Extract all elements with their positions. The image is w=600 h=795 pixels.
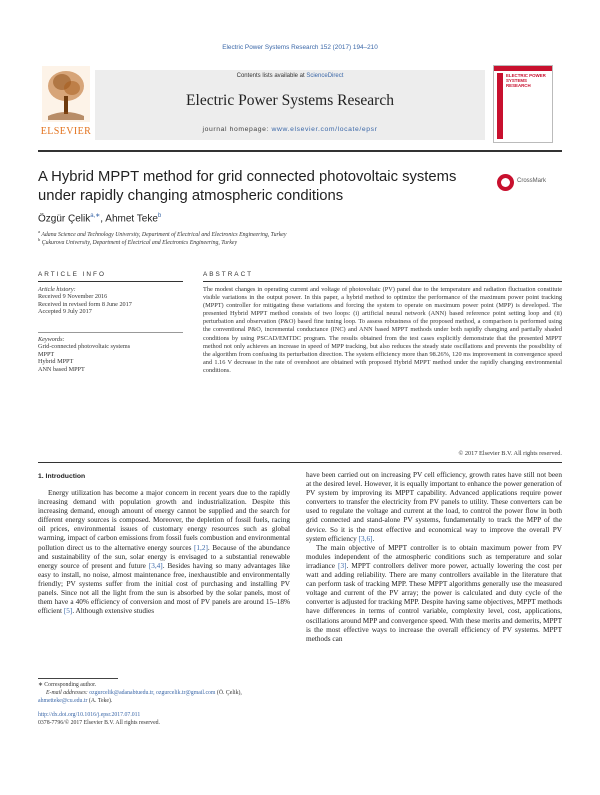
- author-2[interactable]: Ahmet Teke: [105, 213, 158, 225]
- email-link[interactable]: ozgurcelik@adanabtuedu.tr, ozgurcelik.tr@gmail.com: [89, 690, 216, 696]
- doi-link[interactable]: http://dx.doi.org/10.1016/j.epsr.2017.07.011: [38, 712, 141, 718]
- keywords-rule: [38, 332, 183, 333]
- homepage-prefix: journal homepage:: [202, 126, 272, 133]
- email-suffix: (Ö. Çelik),: [215, 690, 242, 696]
- journal-cover-thumbnail: [493, 65, 553, 143]
- citation-link[interactable]: [3,6]: [358, 534, 373, 543]
- keyword-item: Hybrid MPPT: [38, 358, 74, 366]
- abstract-copyright: © 2017 Elsevier B.V. All rights reserved.: [458, 450, 562, 457]
- affiliation-b: [38, 237, 237, 246]
- accepted-date: Accepted 9 July 2017: [38, 308, 92, 316]
- intro-text: . Although extensive studies: [72, 607, 155, 616]
- contents-line: [95, 73, 485, 79]
- keyword-item: Grid-connected photovoltaic systems: [38, 343, 131, 351]
- intro-paragraph-1: [38, 489, 290, 616]
- intro-paragraph-3: [306, 544, 562, 644]
- article-info-label: ARTICLE INFO: [38, 271, 106, 278]
- elsevier-tree-icon: [42, 66, 90, 122]
- affiliation-b-sup: b: [38, 237, 41, 242]
- author-1-sup: a,∗: [90, 213, 101, 219]
- intro-text: The main objective of MPPT controller is to obtain maximum power from PV modules independent of the atmospheric conditions such as temperature and solar irradiance: [306, 543, 562, 570]
- author-2-sup: b: [157, 213, 162, 219]
- elsevier-logo: [38, 66, 94, 142]
- abstract-text: The modest changes in operating current and voltage of photovoltaic (PV) panel due to the temperature and radiation fluctuation constitute visible variations in the output power. In this paper, a hybrid method to optimize the performance of the maximum power point tracking (MPPT) controller for mitigating these variations and forcing the system to operate on maximum power point (MPP) is developed. The presented Hybrid MPPT method consists of two loops: (i) artificial neural network (ANN) based reference point setting loop and (ii) perturbation and observation (P&O) based fine tuning loop. To assess robustness of the proposed method, a comparison is performed using the conventional P&O, incremental conductance (INC) and ANN based MPPT methods under both rapidly changing and partially shaded conditions by using PSCAD/EMTDC program. The results obtained from the test cases explicitly demonstrate that the presented MPPT method not only achieves an increase in speed of MPP tracking, but also reduces the steady state oscillations and prevents the possibility of the algorithm from confusing its perturbation direction. The system efficiency more than 98.26%, 120 ms improvement in convergence speed and 1.16 V decrease in the rate of overshoot are obtained with proposed Hybrid MPPT method under the rapidly changing environmental conditions.: [203, 286, 562, 374]
- keywords-block: [38, 336, 168, 373]
- author-separator: ,: [100, 213, 106, 225]
- intro-text: . Besides having so many advantages like easy to install, no noise, almost maintenance free, inexhaustible and environmentally friendly; PV systems suffer from the initial cost of purchasing and installing PV panels. Since not all the light from the sun is absorbed by the solar panels, most of them have a 40% efficiency of conversion and most of PV panels are around 15–18% efficient: [38, 561, 290, 616]
- homepage-link[interactable]: www.elsevier.com/locate/epsr: [271, 126, 378, 133]
- email-label: E-mail addresses:: [46, 690, 90, 696]
- abstract-rule: [203, 281, 562, 282]
- body-column-left: [38, 489, 290, 616]
- intro-text: .: [372, 534, 375, 543]
- homepage-line: [95, 126, 485, 133]
- email-addresses: [46, 690, 346, 697]
- crossmark-label: CrossMark: [517, 178, 547, 184]
- intro-text: . MPPT controllers deliver more power, actually lowering the cost per watt and adding reliability. There are many controllers available in the literature that can perform task of tracking MPP. These MPPT algorithms generally use the measured voltage and current of the PV array; the power is calculated and duty cycle of the converter is adjusted for tracking MPP. Despite having same objectives, MPPT methods have differences in terms of control variable, complexity level, cost, applications, oscillations around MPP and convergence speed. With these merits and demerits, MPPT is the most effective ways to increase the overall efficiency of PV systems. MPPT methods can: [306, 561, 562, 643]
- cover-strip: [494, 66, 552, 71]
- body-rule: [38, 462, 562, 463]
- abstract-label: ABSTRACT: [203, 271, 254, 278]
- citation-link[interactable]: [5]: [63, 607, 73, 616]
- revised-date: Received in revised form 8 June 2017: [38, 300, 132, 308]
- journal-name: Electric Power Systems Research: [186, 92, 394, 109]
- email-suffix-2: (A. Teke).: [87, 698, 113, 704]
- history-heading: Article history:: [38, 286, 76, 293]
- elsevier-wordmark: ELSEVIER: [40, 126, 92, 137]
- received-date: Received 9 November 2016: [38, 293, 108, 301]
- header-rule: [38, 150, 562, 152]
- journal-citation[interactable]: Electric Power Systems Research 152 (2017) 194–210: [222, 44, 378, 51]
- corresponding-author-note: ∗ Corresponding author.: [38, 682, 97, 688]
- intro-text: have been carried out on increasing PV cell efficiency, growth rates have still not been at the desired level. However, it is equally important to enhance the power generation of PV system by improving its MPPT capability. Advanced applications require power converters to transfer the electricity from PV panels to utility. These converters can be used to regulate the voltage and current at the load, to control the power flow in both grid connected and stand-alone PV systems, fundamentally to track the MPP of the device. So it is the most effective and economical way to improve the overall PV system efficiency: [306, 471, 562, 543]
- article-title: A Hybrid MPPT method for grid connected photovoltaic systems under rapidly changing atmospheric conditions: [38, 169, 457, 204]
- journal-header: [95, 70, 485, 140]
- doi-line: [38, 712, 338, 719]
- issn-line: 0378-7796/© 2017 Elsevier B.V. All rights reserved.: [38, 720, 160, 726]
- cover-title: ELECTRIC POWER SYSTEMS RESEARCH: [506, 73, 546, 88]
- cover-bar: [497, 73, 503, 139]
- body-column-right: [306, 471, 562, 644]
- introduction-heading: 1. Introduction: [38, 473, 86, 480]
- contents-prefix: Contents lists available at: [236, 73, 307, 79]
- citation-link[interactable]: [3]: [338, 561, 347, 570]
- keyword-item: ANN based MPPT: [38, 365, 85, 373]
- intro-text: Energy utilization has become a major concern in recent years due to the rapidly increasing demand with population growth and industrialization. Despite this increasing demand, enough amount of energy cannot be supplied and the search for different energy sources is composed. Moreover, the depletion of fossil fuels, racing oil prices, environmental issues of customary energy resources such as global warming, impact of carbon emissions from fossil fuels combustion and environmental pollution direct us to the alternative energy sources: [38, 489, 290, 552]
- affiliation-a-text: Adana Science and Technology University, Department of Electrical and Electronics Engineering, Turkey: [41, 231, 287, 238]
- crossmark-icon: [497, 174, 514, 191]
- article-info-rule: [38, 281, 183, 282]
- affiliation-b-text: Çukurova University, Department of Electrical and Electronics Engineering, Turkey: [41, 239, 238, 246]
- email-addresses-2: [38, 698, 338, 705]
- intro-text: . Because of the abundance and sustainability of the sun, solar energy is envisaged to a substantial renewable energy source of present and future: [38, 543, 291, 570]
- email-link-2[interactable]: ahmetteke@cu.edu.tr: [38, 698, 88, 704]
- keyword-item: MPPT: [38, 350, 55, 358]
- crossmark-badge[interactable]: [497, 173, 545, 193]
- article-history: [38, 286, 168, 316]
- author-list: [38, 212, 161, 224]
- keywords-heading: Keywords:: [38, 336, 65, 343]
- citation-link[interactable]: [3,4]: [148, 561, 163, 570]
- footnote-rule: [38, 678, 118, 679]
- sciencedirect-link[interactable]: ScienceDirect: [306, 73, 344, 79]
- author-1[interactable]: Özgür Çelik: [38, 213, 91, 225]
- intro-paragraph-2: [306, 471, 562, 544]
- citation-link[interactable]: [1,2]: [194, 543, 208, 552]
- affiliation-a-sup: a: [38, 229, 40, 234]
